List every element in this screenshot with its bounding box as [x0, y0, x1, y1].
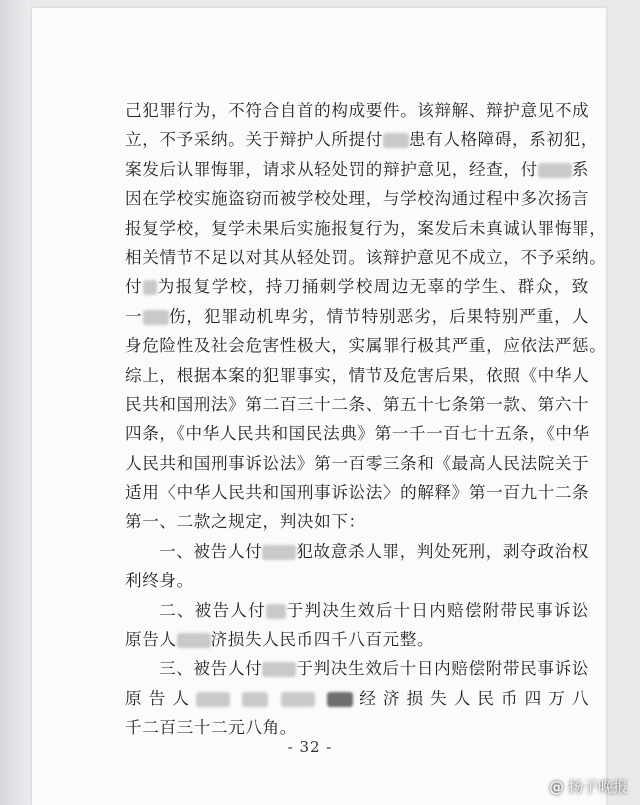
background-edge: [0, 0, 30, 805]
document-page: [32, 8, 606, 805]
redacted-name: [262, 545, 296, 560]
redacted-name: [266, 604, 286, 619]
text-line: 己犯罪行为，不符合自首的构成要件。该辩解、辩护意见不成: [125, 101, 590, 120]
text-line: 原告人 济损失人民币四千八百元整。: [125, 630, 435, 650]
page-number: - 32 -: [287, 738, 333, 756]
text-line: 适用〈中华人民共和国刑事诉讼法〉的解释》第一百九十二条: [125, 483, 590, 503]
redacted-name: [143, 280, 157, 295]
text-line: 综上，根据本案的犯罪事实，情节及危害后果，依照《中华人: [125, 365, 590, 385]
text-line: 四条，《中华人民共和国民法典》第一千一百七十五条，《中华: [125, 424, 590, 444]
redacted-names: [196, 692, 230, 707]
verdict-item-1: 一、被告人付 犯故意杀人罪，判处死刑，剥夺政治权: [159, 541, 589, 561]
text-line: 报复学校，复学未果后实施报复行为，案发后未真诚认罪悔罪，: [125, 218, 607, 238]
verdict-item-3: 三、被告人付 于判决生效后十日内赔偿附带民事诉讼: [159, 659, 589, 679]
text-line: 利终身。: [125, 571, 194, 591]
redacted-name: [383, 133, 409, 148]
redacted-name: [262, 662, 296, 677]
text-line: 一 伤，犯罪动机卑劣，情节特别恶劣，后果特别严重，人: [125, 306, 589, 326]
text-line: 相关情节不足以对其从轻处罚。该辩护意见不成立，不予采纳。: [125, 247, 607, 267]
at-icon: @: [548, 777, 564, 796]
text-line: 付 为报复学校，持刀捅刺学校周边无辜的学生、群众，致: [125, 277, 589, 297]
text-line: 人民共和国刑事诉讼法》第一百零三条和《最高人民法院关于: [125, 453, 590, 473]
redacted-name: [538, 163, 572, 178]
text-line: 民共和国刑法》第二百三十二条、第五十七条第一款、第六十: [125, 394, 590, 414]
redacted-names: [281, 692, 315, 707]
redacted-names: [242, 692, 268, 707]
text-line: 千二百三十二元八角。: [125, 718, 297, 738]
redacted-text: [143, 310, 169, 325]
text-line: 身危险性及社会危害性极大，实属罪行极其严重，应依法严惩。: [125, 336, 607, 356]
redacted-names: [327, 692, 353, 707]
text-line: 立，不予采纳。关于辩护人所提付 患有人格障碍，系初犯，: [125, 130, 599, 150]
watermark: [549, 776, 628, 797]
redacted-name: [177, 633, 211, 648]
text-line: 案发后认罪悔罪，请求从轻处罚的辩护意见，经查，付 系: [125, 159, 589, 179]
verdict-item-2: 二、被告人付 于判决生效后十日内赔偿附带民事诉讼: [159, 600, 589, 620]
watermark-text: 扬子晚报: [567, 778, 628, 796]
judgment-text: [125, 96, 607, 743]
text-line: 第一、二款之规定，判决如下：: [125, 512, 366, 532]
text-line: 因在学校实施盗窃而被学校处理，与学校沟通过程中多次扬言: [125, 189, 590, 209]
text-line: 原告人 经济损失人民币四万八: [125, 688, 590, 708]
